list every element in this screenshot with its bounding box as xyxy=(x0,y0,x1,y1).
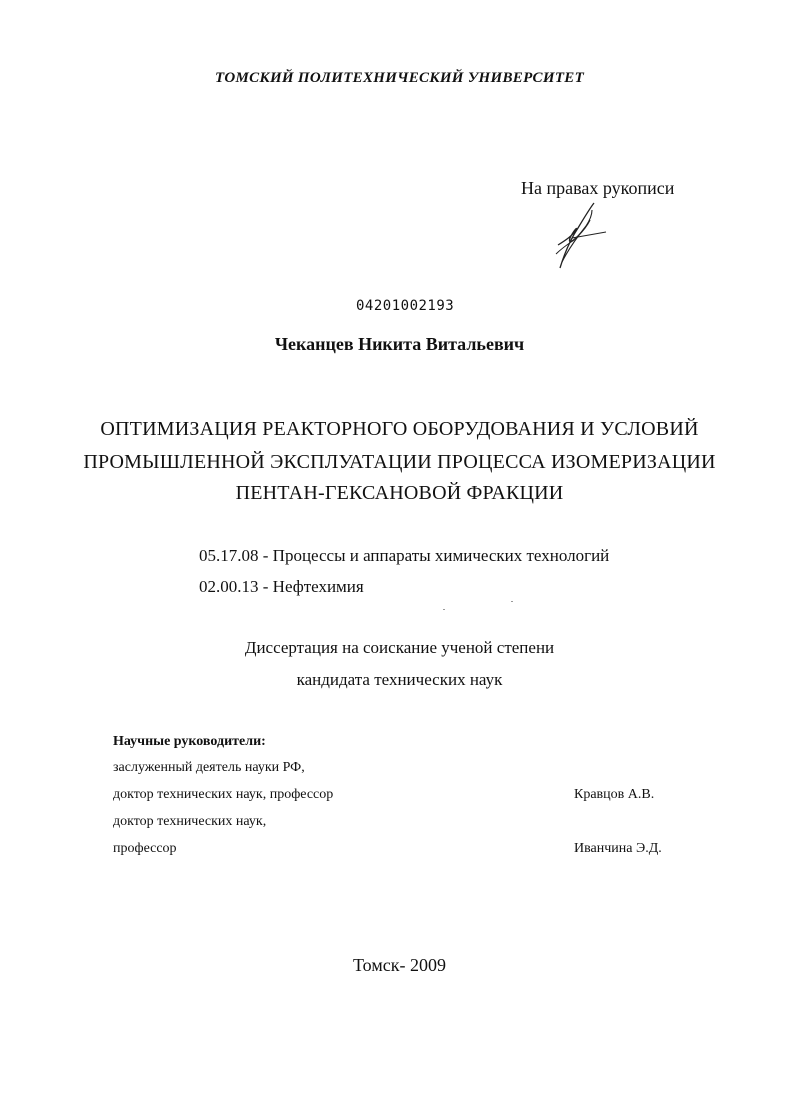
degree-line-1: Диссертация на соискание ученой степени xyxy=(244,638,555,657)
supervisor-title-line-2: доктор технических наук, профессор xyxy=(113,787,334,802)
handwritten-signature xyxy=(548,200,618,272)
university-name: ТОМСКИЙ ПОЛИТЕХНИЧЕСКИЙ УНИВЕРСИТЕТ xyxy=(214,70,585,86)
supervisor-name-1: Кравцов А.В. xyxy=(574,787,655,802)
degree-line-2: кандидата технических наук xyxy=(296,670,503,689)
rights-note: На правах рукописи xyxy=(521,178,675,198)
supervisor-title-line-1: заслуженный деятель науки РФ, xyxy=(113,760,305,775)
supervisor-title-line-3: доктор технических наук, xyxy=(113,814,267,829)
supervisor-name-2: Иванчина Э.Д. xyxy=(574,841,662,856)
city-year: Томск- 2009 xyxy=(353,955,446,975)
specialty-2: 02.00.13 - Нефтехимия xyxy=(199,577,364,596)
library-code: 04201002193 xyxy=(356,298,455,314)
scan-speck xyxy=(511,601,513,602)
supervisors-heading: Научные руководители: xyxy=(113,734,266,749)
specialty-1: 05.17.08 - Процессы и аппараты химических технологий xyxy=(199,546,610,565)
scan-speck xyxy=(443,609,445,610)
supervisor-title-line-4: профессор xyxy=(113,841,177,856)
author-name: Чеканцев Никита Витальевич xyxy=(274,334,525,354)
title-line-3: ПЕНТАН-ГЕКСАНОВОЙ ФРАКЦИИ xyxy=(235,482,564,504)
title-line-1: ОПТИМИЗАЦИЯ РЕАКТОРНОГО ОБОРУДОВАНИЯ И УСЛОВИЙ xyxy=(100,418,699,440)
title-line-2: ПРОМЫШЛЕННОЙ ЭКСПЛУАТАЦИИ ПРОЦЕССА ИЗОМЕРИЗАЦИИ xyxy=(83,451,716,473)
